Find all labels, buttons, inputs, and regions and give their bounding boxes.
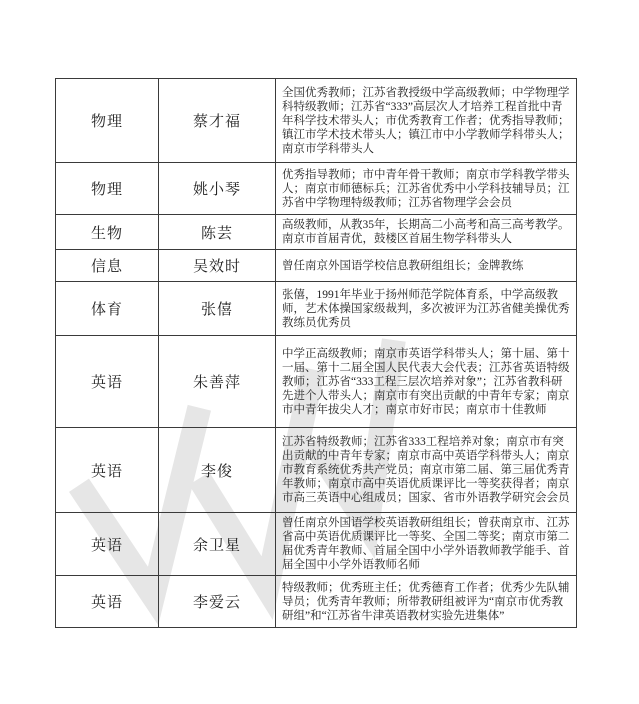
description-cell: 中学正高级教师；南京市英语学科带头人；第十届、第十一届、第十二届全国人民代表大会代表；江苏省英语特级教师；江苏省“333工程三层次培养对象”；江苏省教科研先进个人带头人；南京市有突出贡献的中青年专家；南京市中青年拔尖人才；南京市好市民；南京市十佳教师	[276, 336, 577, 428]
name-cell: 姚小琴	[159, 163, 276, 215]
name-cell: 张僖	[159, 282, 276, 336]
description-cell: 曾任南京外国语学校信息教研组组长；金牌教练	[276, 250, 577, 282]
name-cell: 李俊	[159, 428, 276, 513]
table-row	[56, 513, 577, 576]
table-row	[56, 250, 577, 282]
name-cell: 李爱云	[159, 576, 276, 628]
description-cell: 张僖，1991年毕业于扬州师范学院体育系，中学高级教师，艺术体操国家级裁判，多次被评为江苏省健美操优秀教练员优秀员	[276, 282, 577, 336]
table-row	[56, 79, 577, 163]
teacher-table	[55, 78, 577, 628]
name-cell: 吴效时	[159, 250, 276, 282]
subject-cell: 信息	[56, 250, 159, 282]
table-row	[56, 428, 577, 513]
name-cell: 蔡才福	[159, 79, 276, 163]
description-cell: 高级教师，从教35年，长期高二小高考和高三高考教学。南京市首届青优，鼓楼区首届生物学科带头人	[276, 215, 577, 250]
table-row	[56, 336, 577, 428]
subject-cell: 物理	[56, 79, 159, 163]
description-cell: 优秀指导教师；市中青年骨干教师；南京市学科教学带头人；南京市师德标兵；江苏省优秀中小学科技辅导员；江苏省中学物理特级教师；江苏省物理学会会员	[276, 163, 577, 215]
table-row	[56, 215, 577, 250]
subject-cell: 英语	[56, 336, 159, 428]
table-row	[56, 282, 577, 336]
table-row	[56, 163, 577, 215]
description-cell: 曾任南京外国语学校英语教研组组长；曾获南京市、江苏省高中英语优质课评比一等奖、全国二等奖；南京市第二届优秀青年教师、首届全国中小学外语教师教学能手、首届全国中小学外语教师名师	[276, 513, 577, 576]
name-cell: 余卫星	[159, 513, 276, 576]
description-cell: 江苏省特级教师；江苏省333工程培养对象；南京市有突出贡献的中青年专家；南京市高中英语学科带头人；南京市教育系统优秀共产党员；南京市第二届、第三届优秀青年教师；南京市高中英语优质课评比一等奖获得者；南京市高三英语中心组成员；国家、省市外语教学研究会会员	[276, 428, 577, 513]
name-cell: 朱善萍	[159, 336, 276, 428]
subject-cell: 英语	[56, 428, 159, 513]
description-cell: 特级教师；优秀班主任；优秀德育工作者；优秀少先队辅导员；优秀青年教师；所带教研组被评为“南京市优秀教研组”和“江苏省牛津英语教材实验先进集体”	[276, 576, 577, 628]
name-cell: 陈芸	[159, 215, 276, 250]
subject-cell: 物理	[56, 163, 159, 215]
subject-cell: 体育	[56, 282, 159, 336]
table-row	[56, 576, 577, 628]
description-cell: 全国优秀教师；江苏省教授级中学高级教师；中学物理学科特级教师；江苏省“333”高层次人才培养工程首批中青年科学技术带头人；市优秀教育工作者；优秀指导教师；镇江市学术技术带头人；镇江市中小学教师学科带头人；南京市学科带头人	[276, 79, 577, 163]
subject-cell: 英语	[56, 513, 159, 576]
subject-cell: 生物	[56, 215, 159, 250]
subject-cell: 英语	[56, 576, 159, 628]
